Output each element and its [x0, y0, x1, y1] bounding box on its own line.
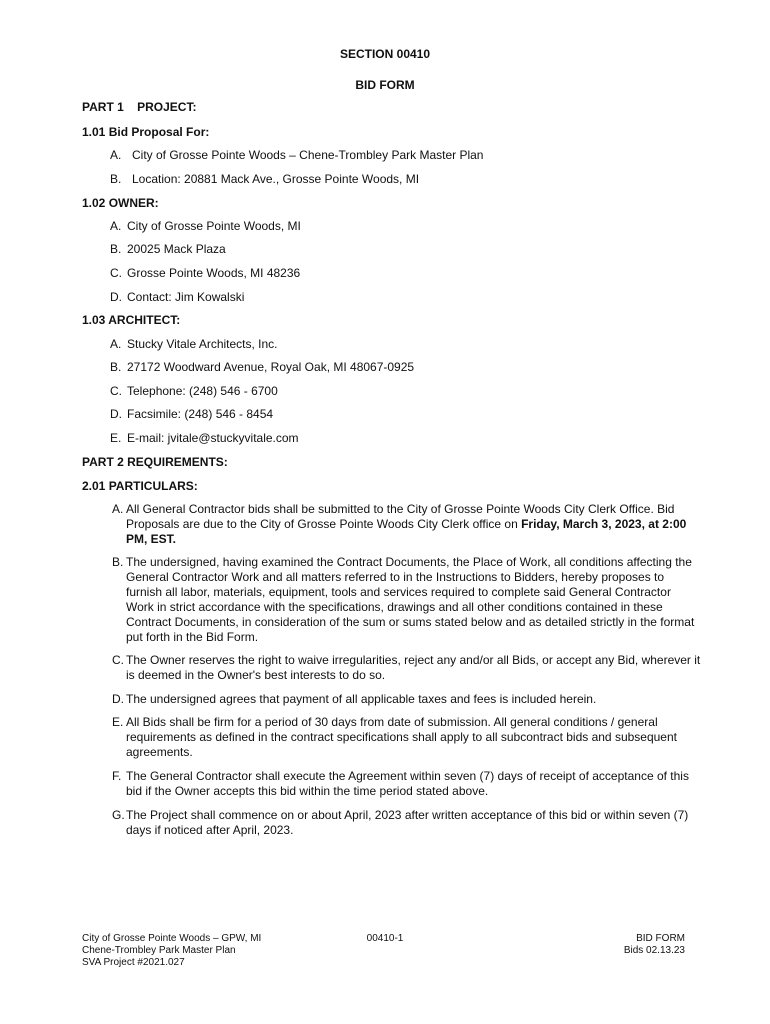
item-text: Stucky Vitale Architects, Inc.: [127, 337, 278, 351]
item-text: E-mail: jvitale@stuckyvitale.com: [127, 431, 299, 445]
paragraph-letter: D.: [112, 692, 124, 706]
paragraph: [112, 502, 702, 547]
section-1-02-heading: 1.02 OWNER:: [82, 196, 159, 210]
list-item: [110, 242, 226, 256]
list-item: [110, 431, 299, 445]
item-text: City of Grosse Pointe Woods, MI: [127, 219, 301, 233]
paragraph-letter: B.: [112, 555, 124, 569]
list-item: [110, 290, 244, 304]
item-letter: D.: [110, 407, 122, 421]
paragraph-letter: C.: [112, 653, 124, 667]
section-title: SECTION 00410: [339, 47, 431, 61]
item-letter: C.: [110, 384, 122, 398]
paragraph-text: The undersigned agrees that payment of all applicable taxes and fees is included herein.: [126, 692, 597, 706]
paragraph: [112, 808, 702, 838]
item-letter: C.: [110, 266, 122, 280]
list-item: [110, 148, 483, 162]
paragraph-letter: G.: [112, 808, 125, 822]
paragraph: [112, 692, 702, 707]
item-letter: A.: [110, 148, 122, 162]
page-number: 00410-1: [366, 933, 404, 944]
footer-right: [624, 933, 685, 957]
paragraph-text: All General Contractor bids shall be submitted to the City of Grosse Pointe Woods City Clerk Office. Bid Proposals are due to the City of Grosse Pointe Woods City Clerk office on: [126, 502, 675, 531]
paragraph: [112, 653, 702, 683]
list-item: [110, 266, 300, 280]
paragraph-letter: E.: [112, 715, 124, 729]
item-letter: B.: [110, 360, 122, 374]
paragraph: [112, 769, 702, 799]
form-title: BID FORM: [355, 78, 415, 92]
paragraph-letter: A.: [112, 502, 124, 516]
list-item: [110, 360, 414, 374]
paragraph-text: The Owner reserves the right to waive irregularities, reject any and/or all Bids, or accept any Bid, wherever it is deemed in the Owner's best interests to do so.: [126, 653, 701, 682]
list-item: [110, 337, 278, 351]
footer-form-name: BID FORM: [636, 933, 685, 944]
section-1-03-heading: 1.03 ARCHITECT:: [82, 313, 181, 327]
footer-project-number: SVA Project #2021.027: [82, 957, 185, 968]
footer-bid-date: Bids 02.13.23: [623, 945, 685, 956]
item-text: City of Grosse Pointe Woods – Chene-Trombley Park Master Plan: [132, 148, 484, 162]
list-item: [110, 384, 278, 398]
paragraph-text: The Project shall commence on or about April, 2023 after written acceptance of this bid or within seven (7) days if noticed after April, 2023.: [126, 808, 689, 837]
item-letter: A.: [110, 219, 122, 233]
section-1-01-heading: 1.01 Bid Proposal For:: [82, 125, 210, 139]
paragraph-text: The undersigned, having examined the Contract Documents, the Place of Work, all conditions affecting the General Contractor Work and all matters referred to in the Instructions to Bidders, hereby proposes to furnish all labor, materials, equipment, tools and services required to complete said General Contractor Work in strict accordance with the specifications, drawings and all other conditions contained in these Contract Documents, in consideration of the sum or sums stated below and as detailed strictly in the format put forth in the Bid Form.: [126, 555, 695, 644]
item-letter: B.: [110, 242, 122, 256]
due-date-bold: Friday, March 3, 2023, at 2:00 PM, EST.: [126, 517, 687, 546]
list-item: [110, 407, 273, 421]
list-item: [110, 219, 301, 233]
paragraph-letter: F.: [112, 769, 122, 783]
item-text: Contact: Jim Kowalski: [127, 290, 245, 304]
footer-project-name: Chene-Trombley Park Master Plan: [82, 945, 236, 956]
list-item: [110, 172, 419, 186]
item-text: Facsimile: (248) 546 - 8454: [127, 407, 274, 421]
footer-project-owner: City of Grosse Pointe Woods – GPW, MI: [82, 933, 262, 944]
item-text: Telephone: (248) 546 - 6700: [127, 384, 278, 398]
item-text: Location: 20881 Mack Ave., Grosse Pointe Woods, MI: [132, 172, 420, 186]
section-2-01-heading: 2.01 PARTICULARS:: [82, 479, 198, 493]
part1-heading: PART 1 PROJECT:: [82, 100, 197, 114]
part2-heading: PART 2 REQUIREMENTS:: [82, 455, 228, 469]
item-letter: A.: [110, 337, 122, 351]
item-text: Grosse Pointe Woods, MI 48236: [127, 266, 301, 280]
item-letter: E.: [110, 431, 122, 445]
item-letter: B.: [110, 172, 122, 186]
item-text: 27172 Woodward Avenue, Royal Oak, MI 48067-0925: [127, 360, 415, 374]
paragraph-text: All Bids shall be firm for a period of 30 days from date of submission. All general conditions / general requirements as defined in the contract specifications shall apply to all subcontract bids and subsequent agreements.: [126, 715, 677, 759]
paragraph: [112, 715, 702, 760]
paragraph-text: The General Contractor shall execute the Agreement within seven (7) days of receipt of acceptance of this bid if the Owner accepts this bid within the time period stated above.: [126, 769, 689, 798]
item-text: 20025 Mack Plaza: [127, 242, 226, 256]
paragraph: [112, 555, 702, 645]
item-letter: D.: [110, 290, 122, 304]
